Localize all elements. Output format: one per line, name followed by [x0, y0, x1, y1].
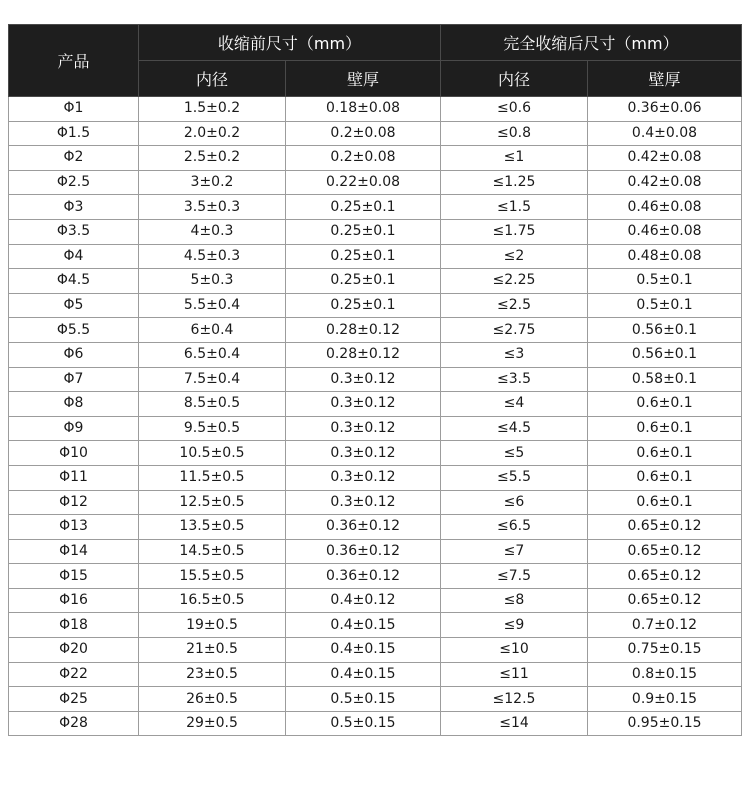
cell-inner-before: 2.5±0.2 — [139, 146, 286, 171]
cell-wall-after: 0.8±0.15 — [588, 662, 742, 687]
cell-inner-after: ≤0.6 — [441, 97, 588, 122]
cell-wall-after: 0.58±0.1 — [588, 367, 742, 392]
cell-wall-before: 0.3±0.12 — [286, 392, 441, 417]
cell-product: Φ10 — [9, 441, 139, 466]
cell-inner-after: ≤1.5 — [441, 195, 588, 220]
cell-product: Φ18 — [9, 613, 139, 638]
cell-wall-after: 0.65±0.12 — [588, 564, 742, 589]
cell-wall-before: 0.4±0.12 — [286, 588, 441, 613]
cell-product: Φ22 — [9, 662, 139, 687]
table-header — [9, 25, 742, 97]
cell-inner-after: ≤3 — [441, 342, 588, 367]
cell-product: Φ5.5 — [9, 318, 139, 343]
cell-wall-after: 0.6±0.1 — [588, 416, 742, 441]
cell-product: Φ9 — [9, 416, 139, 441]
cell-inner-after: ≤6.5 — [441, 515, 588, 540]
cell-wall-after: 0.6±0.1 — [588, 392, 742, 417]
cell-product: Φ4.5 — [9, 269, 139, 294]
cell-wall-before: 0.3±0.12 — [286, 441, 441, 466]
cell-wall-before: 0.36±0.12 — [286, 515, 441, 540]
cell-wall-after: 0.48±0.08 — [588, 244, 742, 269]
cell-wall-after: 0.5±0.1 — [588, 293, 742, 318]
header-product: 产品 — [9, 25, 139, 97]
cell-product: Φ4 — [9, 244, 139, 269]
cell-inner-before: 19±0.5 — [139, 613, 286, 638]
table-row — [9, 244, 742, 269]
table-row — [9, 219, 742, 244]
cell-wall-after: 0.6±0.1 — [588, 441, 742, 466]
table-row — [9, 392, 742, 417]
table-body — [9, 97, 742, 736]
table-row — [9, 441, 742, 466]
table-row — [9, 662, 742, 687]
cell-inner-before: 10.5±0.5 — [139, 441, 286, 466]
cell-wall-after: 0.7±0.12 — [588, 613, 742, 638]
cell-wall-before: 0.36±0.12 — [286, 564, 441, 589]
cell-inner-before: 2.0±0.2 — [139, 121, 286, 146]
table-row — [9, 564, 742, 589]
cell-product: Φ5 — [9, 293, 139, 318]
table-row — [9, 342, 742, 367]
table-row — [9, 318, 742, 343]
cell-inner-after: ≤1 — [441, 146, 588, 171]
cell-inner-before: 23±0.5 — [139, 662, 286, 687]
cell-wall-after: 0.36±0.06 — [588, 97, 742, 122]
cell-inner-after: ≤12.5 — [441, 687, 588, 712]
cell-wall-before: 0.18±0.08 — [286, 97, 441, 122]
cell-inner-after: ≤7.5 — [441, 564, 588, 589]
cell-wall-before: 0.2±0.08 — [286, 146, 441, 171]
cell-inner-after: ≤4 — [441, 392, 588, 417]
cell-inner-after: ≤2.25 — [441, 269, 588, 294]
cell-inner-after: ≤0.8 — [441, 121, 588, 146]
cell-inner-before: 21±0.5 — [139, 638, 286, 663]
table-row — [9, 293, 742, 318]
cell-inner-before: 11.5±0.5 — [139, 465, 286, 490]
table-row — [9, 588, 742, 613]
table-row — [9, 170, 742, 195]
cell-inner-after: ≤10 — [441, 638, 588, 663]
cell-inner-before: 3.5±0.3 — [139, 195, 286, 220]
cell-wall-before: 0.3±0.12 — [286, 416, 441, 441]
header-before-shrink: 收缩前尺寸（mm） — [139, 25, 441, 61]
cell-inner-before: 1.5±0.2 — [139, 97, 286, 122]
table-row — [9, 638, 742, 663]
table-row — [9, 367, 742, 392]
cell-wall-after: 0.5±0.1 — [588, 269, 742, 294]
spec-table — [8, 24, 742, 736]
table-row — [9, 269, 742, 294]
cell-wall-before: 0.25±0.1 — [286, 195, 441, 220]
cell-inner-after: ≤3.5 — [441, 367, 588, 392]
cell-wall-before: 0.4±0.15 — [286, 662, 441, 687]
cell-inner-before: 14.5±0.5 — [139, 539, 286, 564]
cell-inner-after: ≤2.75 — [441, 318, 588, 343]
cell-inner-after: ≤2.5 — [441, 293, 588, 318]
table-row — [9, 687, 742, 712]
cell-inner-before: 6.5±0.4 — [139, 342, 286, 367]
cell-inner-after: ≤1.25 — [441, 170, 588, 195]
cell-inner-before: 7.5±0.4 — [139, 367, 286, 392]
table-row — [9, 416, 742, 441]
cell-product: Φ6 — [9, 342, 139, 367]
table-row — [9, 539, 742, 564]
cell-inner-before: 9.5±0.5 — [139, 416, 286, 441]
cell-wall-before: 0.3±0.12 — [286, 367, 441, 392]
cell-inner-after: ≤7 — [441, 539, 588, 564]
cell-wall-before: 0.25±0.1 — [286, 244, 441, 269]
cell-wall-after: 0.56±0.1 — [588, 318, 742, 343]
cell-inner-after: ≤14 — [441, 711, 588, 736]
table-row — [9, 465, 742, 490]
cell-inner-before: 16.5±0.5 — [139, 588, 286, 613]
cell-inner-before: 5.5±0.4 — [139, 293, 286, 318]
cell-inner-after: ≤2 — [441, 244, 588, 269]
cell-inner-before: 13.5±0.5 — [139, 515, 286, 540]
cell-product: Φ20 — [9, 638, 139, 663]
cell-wall-before: 0.36±0.12 — [286, 539, 441, 564]
cell-inner-before: 26±0.5 — [139, 687, 286, 712]
cell-inner-before: 15.5±0.5 — [139, 564, 286, 589]
cell-product: Φ13 — [9, 515, 139, 540]
cell-wall-after: 0.65±0.12 — [588, 515, 742, 540]
cell-wall-after: 0.46±0.08 — [588, 195, 742, 220]
cell-wall-before: 0.22±0.08 — [286, 170, 441, 195]
header-inner-diameter-before: 内径 — [139, 61, 286, 97]
cell-product: Φ1.5 — [9, 121, 139, 146]
spec-table-container — [8, 24, 741, 736]
cell-product: Φ8 — [9, 392, 139, 417]
cell-wall-after: 0.4±0.08 — [588, 121, 742, 146]
cell-wall-after: 0.65±0.12 — [588, 539, 742, 564]
cell-inner-after: ≤8 — [441, 588, 588, 613]
table-row — [9, 613, 742, 638]
cell-product: Φ15 — [9, 564, 139, 589]
cell-wall-after: 0.6±0.1 — [588, 490, 742, 515]
cell-wall-after: 0.9±0.15 — [588, 687, 742, 712]
cell-inner-before: 3±0.2 — [139, 170, 286, 195]
cell-inner-after: ≤1.75 — [441, 219, 588, 244]
table-row — [9, 711, 742, 736]
cell-wall-before: 0.4±0.15 — [286, 613, 441, 638]
cell-product: Φ12 — [9, 490, 139, 515]
header-wall-thickness-before: 壁厚 — [286, 61, 441, 97]
cell-wall-after: 0.42±0.08 — [588, 170, 742, 195]
cell-product: Φ14 — [9, 539, 139, 564]
cell-wall-after: 0.75±0.15 — [588, 638, 742, 663]
cell-inner-after: ≤5 — [441, 441, 588, 466]
cell-wall-before: 0.25±0.1 — [286, 219, 441, 244]
table-row — [9, 121, 742, 146]
cell-wall-before: 0.25±0.1 — [286, 269, 441, 294]
cell-inner-before: 12.5±0.5 — [139, 490, 286, 515]
cell-inner-before: 5±0.3 — [139, 269, 286, 294]
cell-wall-before: 0.5±0.15 — [286, 687, 441, 712]
cell-product: Φ16 — [9, 588, 139, 613]
table-row — [9, 97, 742, 122]
cell-wall-before: 0.28±0.12 — [286, 318, 441, 343]
cell-product: Φ2.5 — [9, 170, 139, 195]
cell-inner-after: ≤5.5 — [441, 465, 588, 490]
cell-inner-before: 8.5±0.5 — [139, 392, 286, 417]
header-inner-diameter-after: 内径 — [441, 61, 588, 97]
cell-wall-after: 0.95±0.15 — [588, 711, 742, 736]
cell-wall-before: 0.25±0.1 — [286, 293, 441, 318]
cell-wall-before: 0.3±0.12 — [286, 490, 441, 515]
cell-product: Φ3 — [9, 195, 139, 220]
table-row — [9, 490, 742, 515]
cell-inner-before: 29±0.5 — [139, 711, 286, 736]
cell-wall-after: 0.46±0.08 — [588, 219, 742, 244]
cell-wall-after: 0.42±0.08 — [588, 146, 742, 171]
cell-product: Φ11 — [9, 465, 139, 490]
cell-inner-after: ≤9 — [441, 613, 588, 638]
cell-inner-after: ≤6 — [441, 490, 588, 515]
cell-inner-after: ≤4.5 — [441, 416, 588, 441]
cell-wall-before: 0.28±0.12 — [286, 342, 441, 367]
table-row — [9, 146, 742, 171]
header-wall-thickness-after: 壁厚 — [588, 61, 742, 97]
cell-wall-before: 0.4±0.15 — [286, 638, 441, 663]
cell-product: Φ25 — [9, 687, 139, 712]
cell-wall-before: 0.2±0.08 — [286, 121, 441, 146]
cell-wall-before: 0.3±0.12 — [286, 465, 441, 490]
cell-product: Φ3.5 — [9, 219, 139, 244]
cell-inner-before: 4.5±0.3 — [139, 244, 286, 269]
cell-product: Φ1 — [9, 97, 139, 122]
header-after-shrink: 完全收缩后尺寸（mm） — [441, 25, 742, 61]
cell-product: Φ7 — [9, 367, 139, 392]
table-row — [9, 515, 742, 540]
cell-wall-after: 0.6±0.1 — [588, 465, 742, 490]
cell-inner-before: 6±0.4 — [139, 318, 286, 343]
cell-inner-after: ≤11 — [441, 662, 588, 687]
cell-wall-before: 0.5±0.15 — [286, 711, 441, 736]
cell-product: Φ2 — [9, 146, 139, 171]
cell-inner-before: 4±0.3 — [139, 219, 286, 244]
cell-product: Φ28 — [9, 711, 139, 736]
table-row — [9, 195, 742, 220]
cell-wall-after: 0.56±0.1 — [588, 342, 742, 367]
cell-wall-after: 0.65±0.12 — [588, 588, 742, 613]
